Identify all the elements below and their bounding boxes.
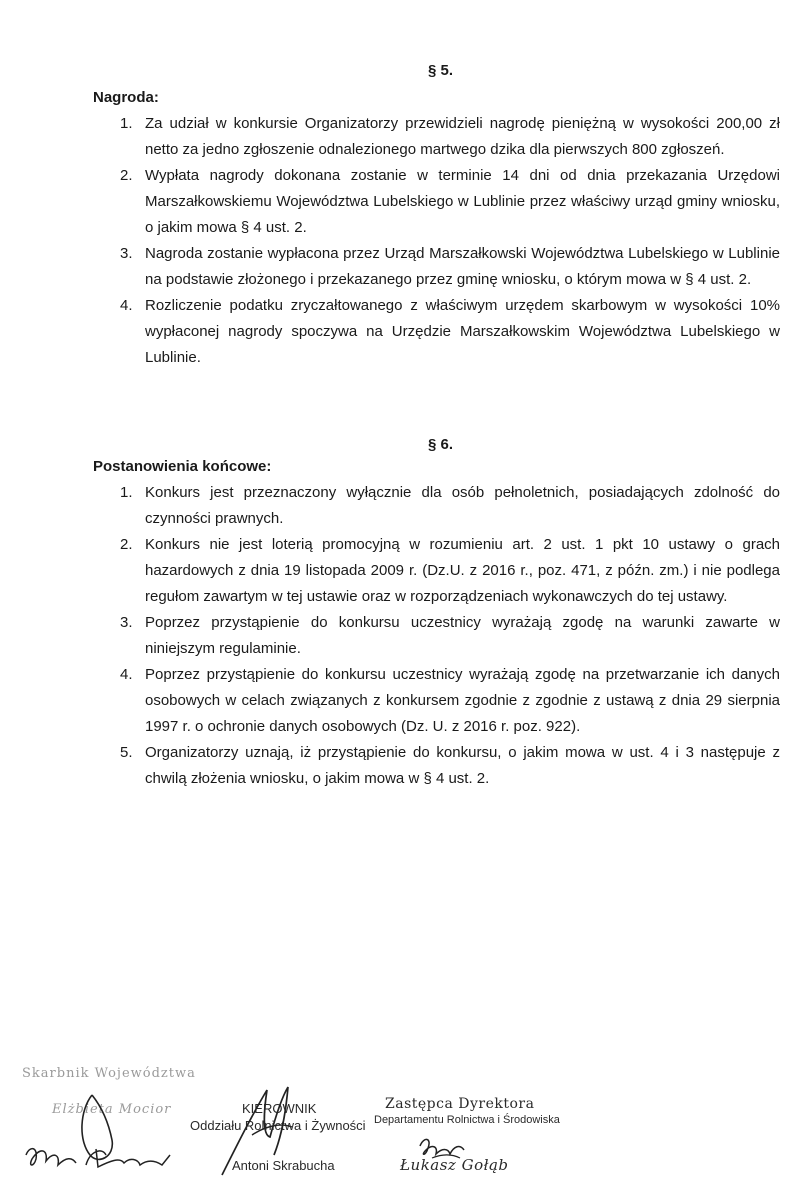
section-6-symbol: § 6. <box>428 436 454 453</box>
deputy-stamp-title: Zastępca Dyrektora <box>385 1096 535 1112</box>
list-item <box>110 480 780 532</box>
deputy-stamp-name: Łukasz Gołąb <box>400 1156 509 1174</box>
list-item-text: Nagroda zostanie wypłacona przez Urząd Marszałkowski Województwa Lubelskiego w Lublinie na podstawie złożonego i przekazanego przez gminę wniosku, o którym mowa w § 4 ust. 2. <box>145 245 780 288</box>
head-stamp-unit: Oddziału Rolnictwa i Żywności <box>190 1118 366 1133</box>
treasurer-stamp-title: Skarbnik Województwa <box>22 1066 196 1081</box>
list-item <box>110 241 780 293</box>
list-item-number: 1. <box>120 115 133 132</box>
list-item-text: Poprzez przystąpienie do konkursu uczestnicy wyrażają zgodę na przetwarzanie ich danych osobowych w celach związanych z konkursem zgodnie z zgodnie z ustawą z dnia 29 sierpnia 1997 r. o ochronie danych osobowych (Dz. U. z 2016 r. poz. 922). <box>145 666 780 735</box>
head-stamp-name: Antoni Skrabucha <box>232 1158 335 1173</box>
list-item-number: 3. <box>120 245 133 262</box>
list-item-number: 2. <box>120 167 133 184</box>
list-item-text: Wypłata nagrody dokonana zostanie w terminie 14 dni od dnia przekazania Urzędowi Marszałkowskiemu Województwa Lubelskiego w Lublinie przez właściwy urząd gminy wniosku, o jakim mowa § 4 ust. 2. <box>145 167 780 236</box>
deputy-stamp-unit: Departamentu Rolnictwa i Środowiska <box>374 1114 560 1126</box>
list-item <box>110 111 780 163</box>
list-item-number: 2. <box>120 536 133 553</box>
list-item-text: Konkurs jest przeznaczony wyłącznie dla osób pełnoletnich, posiadających zdolność do czynności prawnych. <box>145 484 780 527</box>
section-5-list <box>110 111 780 371</box>
section-6-heading: Postanowienia końcowe: <box>93 458 272 475</box>
list-item <box>110 163 780 241</box>
treasurer-stamp-name: Elżbieta Mocior <box>52 1102 172 1117</box>
list-item <box>110 662 780 740</box>
treasurer-signature <box>20 1085 200 1190</box>
list-item-number: 5. <box>120 744 133 761</box>
list-item <box>110 293 780 371</box>
list-item-text: Poprzez przystąpienie do konkursu uczestnicy wyrażają zgodę na warunki zawarte w niniejszym regulaminie. <box>145 614 780 657</box>
list-item <box>110 740 780 792</box>
list-item-number: 4. <box>120 297 133 314</box>
list-item-text: Konkurs nie jest loterią promocyjną w rozumieniu art. 2 ust. 1 pkt 10 ustawy o grach hazardowych z dnia 19 listopada 2009 r. (Dz.U. z 2016 r., poz. 471, z późn. zm.) i nie podlega regułom zawartym w tej ustawie oraz w rozporządzeniach wykonawczych do tej ustawy. <box>145 536 780 605</box>
list-item-number: 4. <box>120 666 133 683</box>
list-item-text: Rozliczenie podatku zryczałtowanego z właściwym urzędem skarbowym w wysokości 10% wypłaconej nagrody spoczywa na Urzędzie Marszałkowskim Województwa Lubelskiego w Lublinie. <box>145 297 780 366</box>
list-item-text: Organizatorzy uznają, iż przystąpienie do konkursu, o jakim mowa w ust. 4 i 3 następuje z chwilą złożenia wniosku, o jakim mowa w § 4 ust. 2. <box>145 744 780 787</box>
section-5-heading: Nagroda: <box>93 89 159 106</box>
list-item <box>110 610 780 662</box>
list-item-number: 1. <box>120 484 133 501</box>
head-stamp-title: KIEROWNIK <box>242 1101 317 1116</box>
list-item-text: Za udział w konkursie Organizatorzy przewidzieli nagrodę pieniężną w wysokości 200,00 zł netto za jedno zgłoszenie odnalezionego martwego dzika dla pierwszych 800 zgłoszeń. <box>145 115 780 158</box>
section-5-symbol: § 5. <box>428 62 454 79</box>
list-item-number: 3. <box>120 614 133 631</box>
list-item <box>110 532 780 610</box>
section-6-list <box>110 480 780 792</box>
